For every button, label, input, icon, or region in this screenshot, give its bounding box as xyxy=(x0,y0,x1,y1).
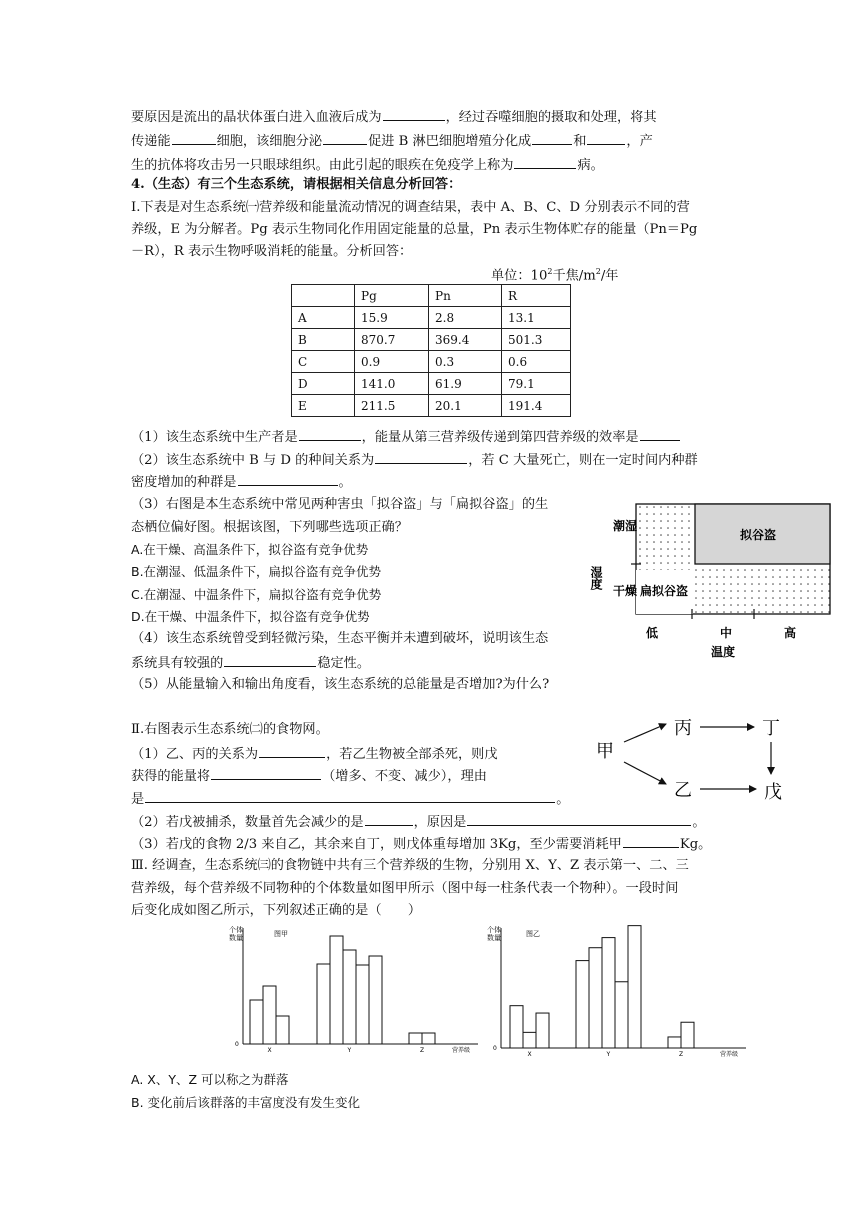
text: ，若乙生物被全部杀死，则戊 xyxy=(326,747,498,762)
intro-line-3 xyxy=(131,155,604,175)
x-tick-label: X xyxy=(527,1051,532,1058)
bar xyxy=(343,950,356,1044)
y-label-dry: 干燥 xyxy=(613,584,638,598)
x-axis-label: 营养级 xyxy=(720,1051,739,1058)
superscript: 2 xyxy=(547,267,553,276)
bar xyxy=(510,1006,523,1048)
table-cell: E xyxy=(292,395,355,417)
bar xyxy=(409,1033,422,1044)
bar xyxy=(668,1037,681,1048)
text: ，能量从第三营养级传递到第四营养级的效率是 xyxy=(361,430,639,445)
y-axis-label: 数 xyxy=(229,934,236,942)
beetle1-label: 拟谷盗 xyxy=(740,528,777,542)
table-header-cell: R xyxy=(502,285,571,307)
part2-q1-line-2 xyxy=(131,766,487,786)
text: 千焦/m xyxy=(552,268,596,284)
intro-line-2 xyxy=(131,131,653,151)
blank[interactable] xyxy=(238,472,338,486)
text: 是 xyxy=(131,792,145,807)
table-cell: 15.9 xyxy=(355,307,429,329)
node-yi: 乙 xyxy=(674,780,692,801)
q3-line-2: 态栖位偏好图。根据该图，下列哪些选项正确？ xyxy=(131,520,408,535)
x-label-low: 低 xyxy=(646,626,659,640)
text: （增多、不变、减少），理由 xyxy=(322,769,487,784)
q2-line-2 xyxy=(131,472,352,492)
blank[interactable] xyxy=(532,131,572,145)
table-row xyxy=(292,373,571,395)
blank[interactable] xyxy=(365,812,413,826)
text: 病。 xyxy=(577,158,604,173)
text: Kg。 xyxy=(679,837,712,852)
table-cell: 191.4 xyxy=(502,395,571,417)
text: 获得的能量将 xyxy=(131,769,211,784)
option-c: C.在潮湿、中温条件下，扁拟谷盗有竞争优势 xyxy=(131,587,382,602)
blank[interactable] xyxy=(323,131,367,145)
part2-q3-line xyxy=(131,834,711,854)
intro-line-1 xyxy=(131,107,657,127)
q4-line-2 xyxy=(131,653,370,673)
x-tick-label: Y xyxy=(347,1047,352,1054)
bar-chart-yi xyxy=(480,920,750,1062)
x-tick-label: Z xyxy=(420,1047,425,1054)
chart-title: 图乙 xyxy=(526,930,540,938)
table-row xyxy=(292,307,571,329)
text: 促进 B 淋巴细胞增殖分化成 xyxy=(368,134,532,149)
energy-table xyxy=(291,284,571,417)
x-tick-label: X xyxy=(267,1047,272,1054)
part2-q2-line xyxy=(131,812,706,832)
superscript: 2 xyxy=(595,267,601,276)
text: 要原因是流出的晶状体蛋白进入血液后成为 xyxy=(131,110,382,125)
text: 细胞，该细胞分泌 xyxy=(216,134,323,149)
node-wu: 戊 xyxy=(764,782,782,803)
x-label-mid: 中 xyxy=(720,626,733,640)
text: （1）乙、丙的关系为 xyxy=(131,747,259,762)
chart-title: 图甲 xyxy=(274,930,288,938)
blank[interactable] xyxy=(375,450,467,464)
bar xyxy=(369,956,382,1044)
text: 。 xyxy=(338,475,352,490)
x-label-high: 高 xyxy=(784,626,797,640)
table-cell: 501.3 xyxy=(502,329,571,351)
option-d: D.在干燥、中温条件下，拟谷盗有竞争优势 xyxy=(131,609,370,624)
text: /年 xyxy=(600,268,619,284)
table-cell: 2.8 xyxy=(429,307,502,329)
node-jia: 甲 xyxy=(596,741,614,762)
y-axis-label: 个 xyxy=(487,926,494,934)
text: 稳定性。 xyxy=(317,656,371,671)
blank[interactable] xyxy=(383,107,445,121)
text: （3）若戊的食物 2/3 来自乙，其余来自丁，则戊体重每增加 3Kg，至少需要消耗甲 xyxy=(131,837,622,852)
q2-line-1 xyxy=(131,450,698,470)
y-axis-label: 个 xyxy=(229,926,236,934)
table-header-cell: Pg xyxy=(355,285,429,307)
part2-q1-line-3 xyxy=(131,789,569,809)
text: ，若 C 大量死亡，则在一定时间内种群 xyxy=(468,453,698,468)
food-web-diagram xyxy=(590,712,800,810)
y-label-wet: 潮湿 xyxy=(613,519,638,533)
part2-q1-line-1 xyxy=(131,744,498,764)
arrow-jia-yi xyxy=(624,762,666,784)
blank[interactable] xyxy=(299,427,361,441)
x-tick-label: Y xyxy=(606,1051,611,1058)
q5-line: （5）从能量输入和输出角度看，该生态系统的总能量是否增加?为什么? xyxy=(131,677,550,692)
text: ，产 xyxy=(626,134,653,149)
bar xyxy=(317,964,330,1044)
y-axis-title: 湿度 xyxy=(589,566,603,590)
table-header-cell: Pn xyxy=(429,285,502,307)
table-cell: 141.0 xyxy=(355,373,429,395)
table-cell: 61.9 xyxy=(429,373,502,395)
text: 密度增加的种群是 xyxy=(131,475,237,490)
table-cell: D xyxy=(292,373,355,395)
table-cell: 369.4 xyxy=(429,329,502,351)
bar xyxy=(681,1022,694,1048)
origin-label: 0 xyxy=(493,1045,497,1052)
table-cell: 870.7 xyxy=(355,329,429,351)
option-b: B.在潮湿、低温条件下，扁拟谷盗有竞争优势 xyxy=(131,564,382,579)
table-cell: 0.6 xyxy=(502,351,571,373)
part3-line-2: 营养级，每个营养级不同物种的个体数量如图甲所示（图中每一柱条代表一个物种）。一段时间 xyxy=(131,881,679,896)
q3-line-1: （3）右图是本生态系统中常见两种害虫「拟谷盗」与「扁拟谷盗」的生 xyxy=(131,497,549,512)
blank[interactable] xyxy=(259,744,325,758)
table-row xyxy=(292,351,571,373)
part3-option-b: B. 变化前后该群落的丰富度没有发生变化 xyxy=(131,1095,361,1110)
x-axis-label: 营养级 xyxy=(452,1047,471,1054)
text: （1）该生态系统中生产者是 xyxy=(131,430,298,445)
blank[interactable] xyxy=(640,427,680,441)
part3-line-3: 后变化成如图乙所示，下列叙述正确的是（ ） xyxy=(131,903,422,918)
table-cell: A xyxy=(292,307,355,329)
blank[interactable] xyxy=(467,812,691,826)
blank[interactable] xyxy=(172,131,216,145)
y-axis-label: 体 xyxy=(236,926,243,934)
bar-chart-jia xyxy=(222,920,482,1062)
bar xyxy=(263,986,276,1044)
blank[interactable] xyxy=(145,789,555,803)
blank[interactable] xyxy=(514,155,576,169)
part3-option-a: A. X、Y、Z 可以称之为群落 xyxy=(131,1072,289,1087)
table-header-cell xyxy=(292,285,355,307)
text: 传递能 xyxy=(131,134,171,149)
table-row xyxy=(292,395,571,417)
table-cell: 13.1 xyxy=(502,307,571,329)
node-ding: 丁 xyxy=(762,718,780,739)
text: 。 xyxy=(556,792,570,807)
table-cell: 0.9 xyxy=(355,351,429,373)
bar xyxy=(615,982,628,1048)
blank[interactable] xyxy=(224,653,316,667)
q4-p1-line-3: －R），R 表示生物呼吸消耗的能量。分析回答： xyxy=(131,244,413,259)
bar xyxy=(628,926,641,1048)
text: 。 xyxy=(692,815,706,830)
y-axis-label: 量 xyxy=(494,934,501,942)
niche-diagram xyxy=(589,498,832,662)
text: ，原因是 xyxy=(413,815,467,830)
bar xyxy=(250,1000,263,1044)
bar xyxy=(576,961,589,1048)
q4-line-1: （4）该生态系统曾受到轻微污染，生态平衡并未遭到破坏，说明该生态 xyxy=(131,631,549,646)
table-row xyxy=(292,329,571,351)
y-axis-label: 量 xyxy=(236,934,243,942)
x-tick-label: Z xyxy=(679,1051,684,1058)
bar xyxy=(602,938,615,1048)
origin-label: 0 xyxy=(235,1041,239,1048)
bar xyxy=(330,936,343,1044)
q4-p1-line-2: 养级，E 为分解者。Pg 表示生物同化作用固定能量的总量，Pn 表示生物体贮存的能量（Pn＝Pg xyxy=(131,222,698,237)
q4-heading: 4.（生态）有三个生态系统，请根据相关信息分析回答： xyxy=(131,177,462,192)
arrow-jia-bing xyxy=(624,724,666,742)
table-cell: C xyxy=(292,351,355,373)
text: 单位：10 xyxy=(491,268,548,284)
bar xyxy=(356,965,369,1044)
table-cell: 79.1 xyxy=(502,373,571,395)
q4-p1-line-1: Ⅰ.下表是对生态系统㈠营养级和能量流动情况的调查结果，表中 A、B、C、D 分别表示不同的营 xyxy=(131,200,690,215)
unit-label xyxy=(491,263,619,285)
bar xyxy=(523,1032,536,1048)
y-axis-label: 体 xyxy=(494,926,501,934)
text: ，经过吞噬细胞的摄取和处理，将其 xyxy=(445,110,657,125)
x-axis-title: 温度 xyxy=(711,645,736,659)
beetle2-label: 扁拟谷盗 xyxy=(640,584,689,598)
bar xyxy=(536,1013,549,1048)
text: （2）该生态系统中 B 与 D 的种间关系为 xyxy=(131,453,375,468)
part2-title: Ⅱ.右图表示生态系统㈡的食物网。 xyxy=(131,722,329,737)
blank[interactable] xyxy=(587,131,625,145)
bar xyxy=(589,948,602,1048)
blank[interactable] xyxy=(211,766,321,780)
table-cell: 20.1 xyxy=(429,395,502,417)
part3-line-1: Ⅲ. 经调查，生态系统㈢的食物链中共有三个营养级的生物，分别用 X、Y、Z 表示第一、二、三 xyxy=(131,858,689,873)
bar xyxy=(276,1016,289,1044)
table-cell: B xyxy=(292,329,355,351)
bar xyxy=(422,1033,435,1044)
node-bing: 丙 xyxy=(674,718,692,739)
table-cell: 211.5 xyxy=(355,395,429,417)
option-a: A.在干燥、高温条件下，拟谷盗有竞争优势 xyxy=(131,542,369,557)
q1-line xyxy=(131,427,681,447)
text: （2）若戊被捕杀，数量首先会减少的是 xyxy=(131,815,364,830)
y-axis-label: 数 xyxy=(487,934,494,942)
blank[interactable] xyxy=(623,834,679,848)
text: 和 xyxy=(573,134,587,149)
table-header-row xyxy=(292,285,571,307)
table-cell: 0.3 xyxy=(429,351,502,373)
text: 系统具有较强的 xyxy=(131,656,224,671)
text: 生的抗体将攻击另一只眼球组织。由此引起的眼疾在免疫学上称为 xyxy=(131,158,514,173)
